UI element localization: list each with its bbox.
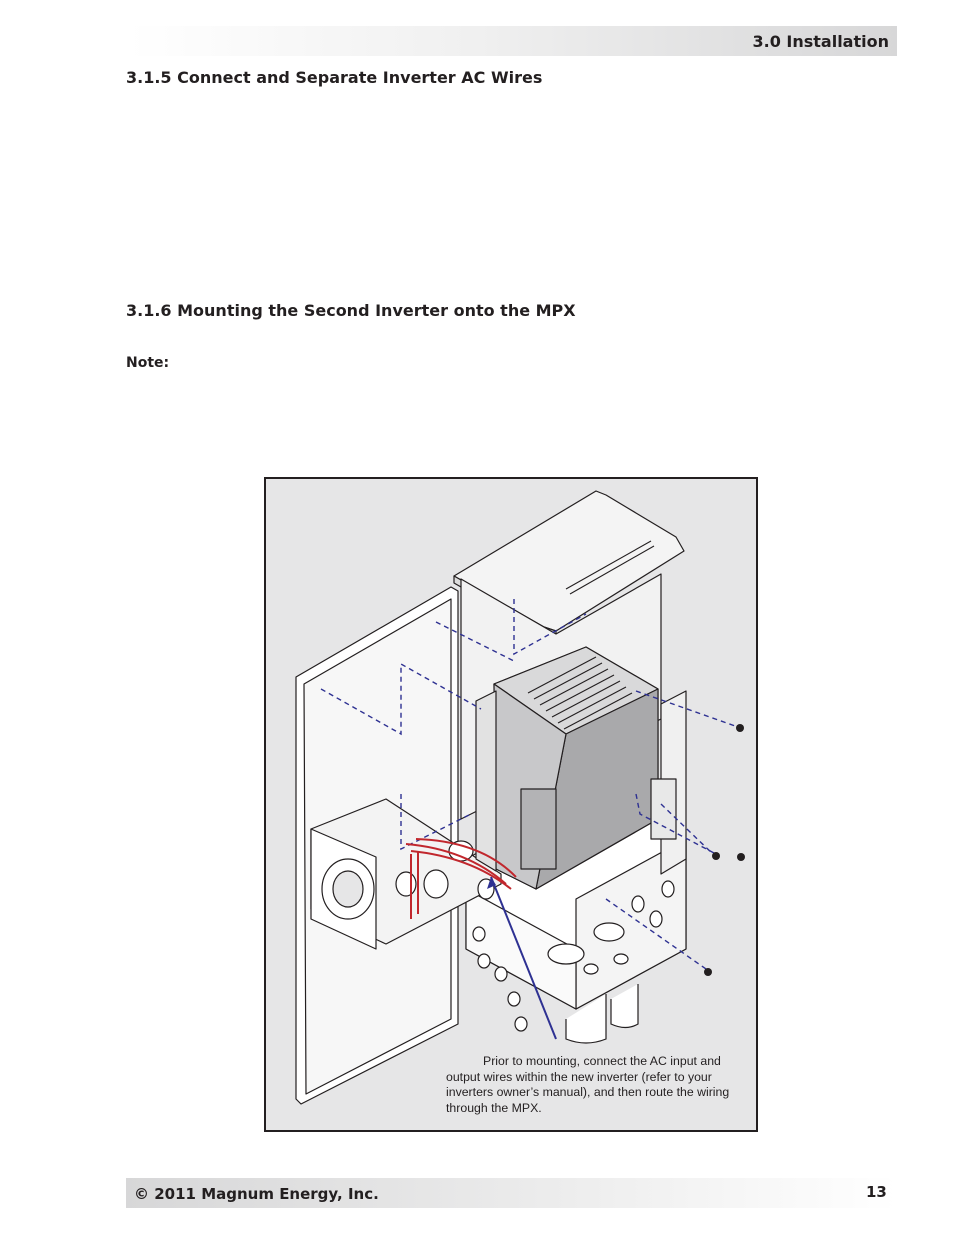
footer-bar [126,1178,897,1208]
header-bar [129,26,897,56]
copyright: © 2011 Magnum Energy, Inc. [134,1185,379,1203]
page-number: 13 [866,1183,887,1201]
mpx-illustration [266,479,758,1132]
section-title: 3.0 Installation [752,32,889,51]
heading-3-1-5: 3.1.5 Connect and Separate Inverter AC Wires [126,68,543,87]
figure-callout: Prior to mounting, connect the AC input and output wires within the new inverter (refer to your inverters owner’s manual), and then route the wiring through the MPX. [446,1054,730,1115]
installation-figure [264,477,758,1132]
heading-3-1-6: 3.1.6 Mounting the Second Inverter onto the MPX [126,301,576,320]
note-label: Note: [126,355,170,371]
